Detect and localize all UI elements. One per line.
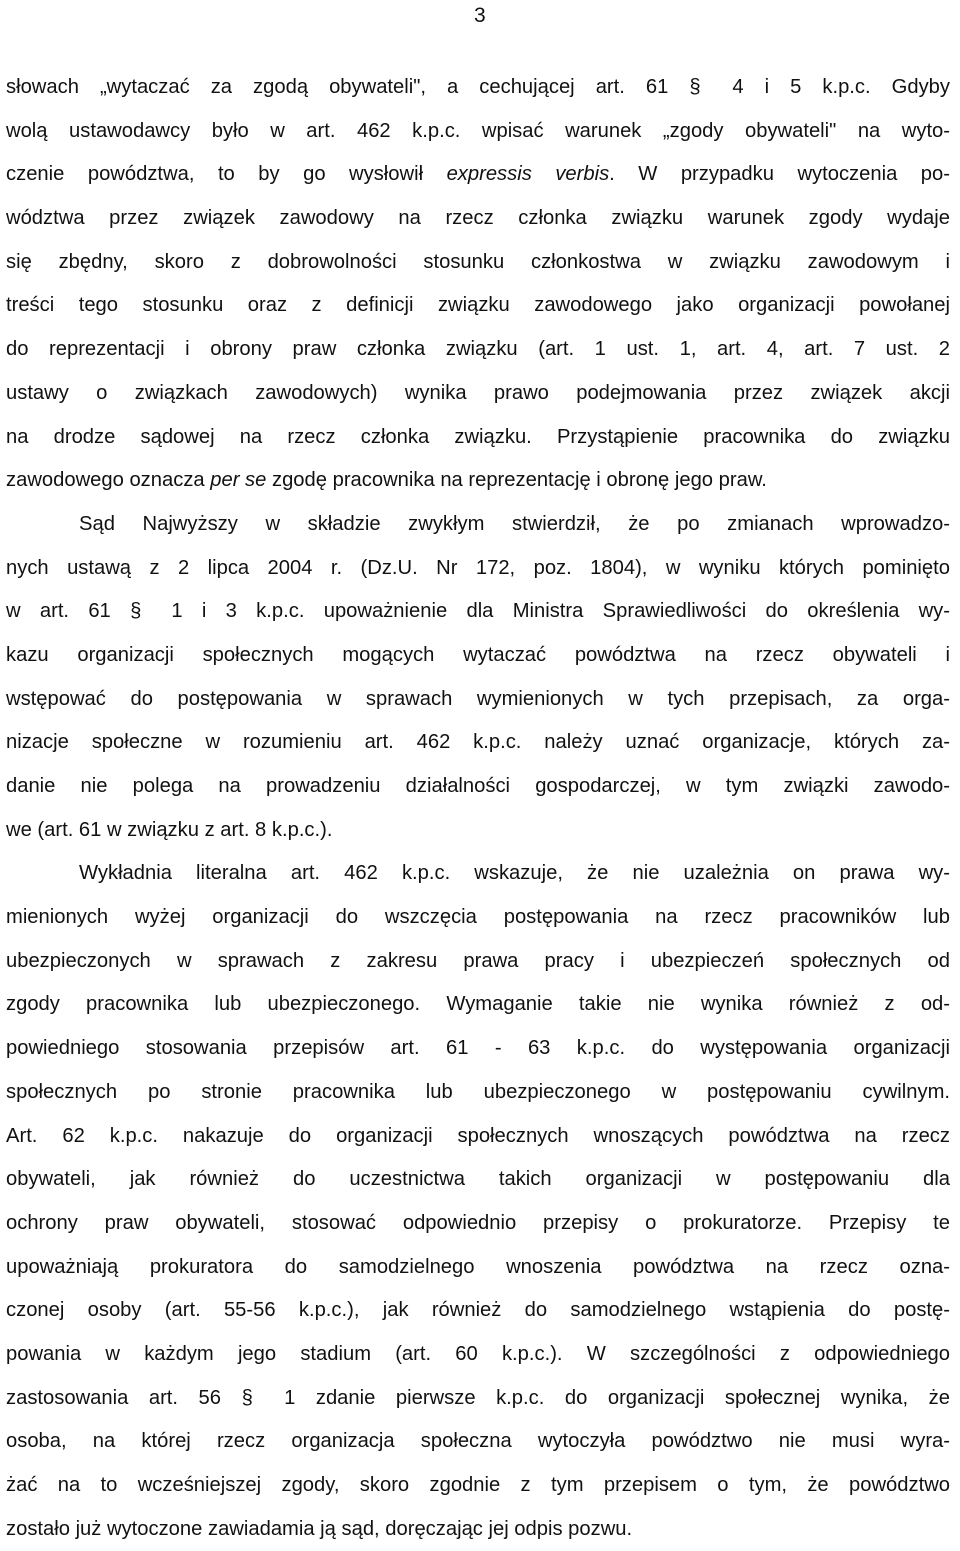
latin-phrase: per se [210,469,267,492]
text-line: treści tego stosunku oraz z definicji związku zawodowego jako organizacji powołanej [6,294,950,317]
text-line: ustawy o związkach zawodowych) wynika prawo podejmowania przez związek akcji [6,381,950,404]
text-line: ubezpieczonych w sprawach z zakresu prawa pracy i ubezpieczeń społecznych od [6,949,950,972]
text-line: we (art. 61 w związku z art. 8 k.p.c.). [6,818,333,841]
text-line: w art. 61 § 1 i 3 k.p.c. upoważnienie dla Ministra Sprawiedliwości do określenia wy- [6,600,950,623]
text-line: upoważniają prokuratora do samodzielnego wnoszenia powództwa na rzecz ozna- [6,1255,950,1278]
text-line: zostało już wytoczone zawiadamia ją sąd, doręczając jej odpis pozwu. [6,1517,633,1540]
text-line: się zbędny, skoro z dobrowolności stosunku członkostwa w związku zawodowym i [6,250,950,273]
document-body [6,66,950,1551]
text-line: zawodowego oznacza per se zgodę pracownika na reprezentację i obronę jego praw. [6,469,767,492]
paragraph-start: Wykładnia literalna art. 462 k.p.c. wskazuje, że nie uzależnia on prawa wy- [79,862,950,885]
text-line: słowach „wytaczać za zgodą obywateli", a cechującej art. 61 § 4 i 5 k.p.c. Gdyby [6,76,950,98]
text-line: do reprezentacji i obrony praw członka związku (art. 1 ust. 1, art. 4, art. 7 ust. 2 [6,338,950,361]
text-line: wództwa przez związek zawodowy na rzecz członka związku warunek zgody wydaje [6,207,950,230]
text-line: wstępować do postępowania w sprawach wymienionych w tych przepisach, za orga- [6,687,950,710]
text-line: zastosowania art. 56 § 1 zdanie pierwsze k.p.c. do organizacji społecznej wynika, że [6,1386,950,1409]
text-line: społecznych po stronie pracownika lub ubezpieczonego w postępowaniu cywilnym. [6,1080,950,1103]
text-line: osoba, na której rzecz organizacja społeczna wytoczyła powództwo nie musi wyra- [6,1430,950,1453]
text-line: obywateli, jak również do uczestnictwa takich organizacji w postępowaniu dla [6,1168,950,1191]
text-line: czonej osoby (art. 55-56 k.p.c.), jak również do samodzielnego wstąpienia do postę- [6,1299,950,1322]
text-line: zgody pracownika lub ubezpieczonego. Wymaganie takie nie wynika również z od- [6,993,950,1016]
text-line: żać na to wcześniejszej zgody, skoro zgodnie z tym przepisem o tym, że powództwo [6,1474,950,1496]
text-line: wolą ustawodawcy było w art. 462 k.p.c. wpisać warunek „zgody obywateli" na wyto- [6,119,950,142]
text-line: powania w każdym jego stadium (art. 60 k.p.c.). W szczególności z odpowiedniego [6,1342,950,1365]
page-number: 3 [474,4,486,27]
latin-phrase: expressis verbis [446,163,610,186]
paragraph-start: Sąd Najwyższy w składzie zwykłym stwierdził, że po zmianach wprowadzo- [79,512,950,535]
text-line: danie nie polega na prowadzeniu działalności gospodarczej, w tym związki zawodo- [6,775,950,797]
text-line: kazu organizacji społecznych mogących wytaczać powództwa na rzecz obywateli i [6,643,950,666]
text-line: na drodze sądowej na rzecz członka związku. Przystąpienie pracownika do związku [6,425,950,448]
text-line: ochrony praw obywateli, stosować odpowiednio przepisy o prokuratorze. Przepisy te [6,1211,950,1234]
text-line: nizacje społeczne w rozumieniu art. 462 k.p.c. należy uznać organizacje, których za- [6,731,950,754]
text-line: czenie powództwa, to by go wysłowił expressis verbis. W przypadku wytoczenia po- [6,163,950,186]
text-line: mienionych wyżej organizacji do wszczęcia postępowania na rzecz pracowników lub [6,906,950,929]
text-line: Art. 62 k.p.c. nakazuje do organizacji społecznych wnoszących powództwa na rzecz [6,1124,950,1147]
text-line: nych ustawą z 2 lipca 2004 r. (Dz.U. Nr 172, poz. 1804), w wyniku których pominięto [6,556,950,579]
text-line: powiedniego stosowania przepisów art. 61 - 63 k.p.c. do występowania organizacji [6,1037,950,1060]
